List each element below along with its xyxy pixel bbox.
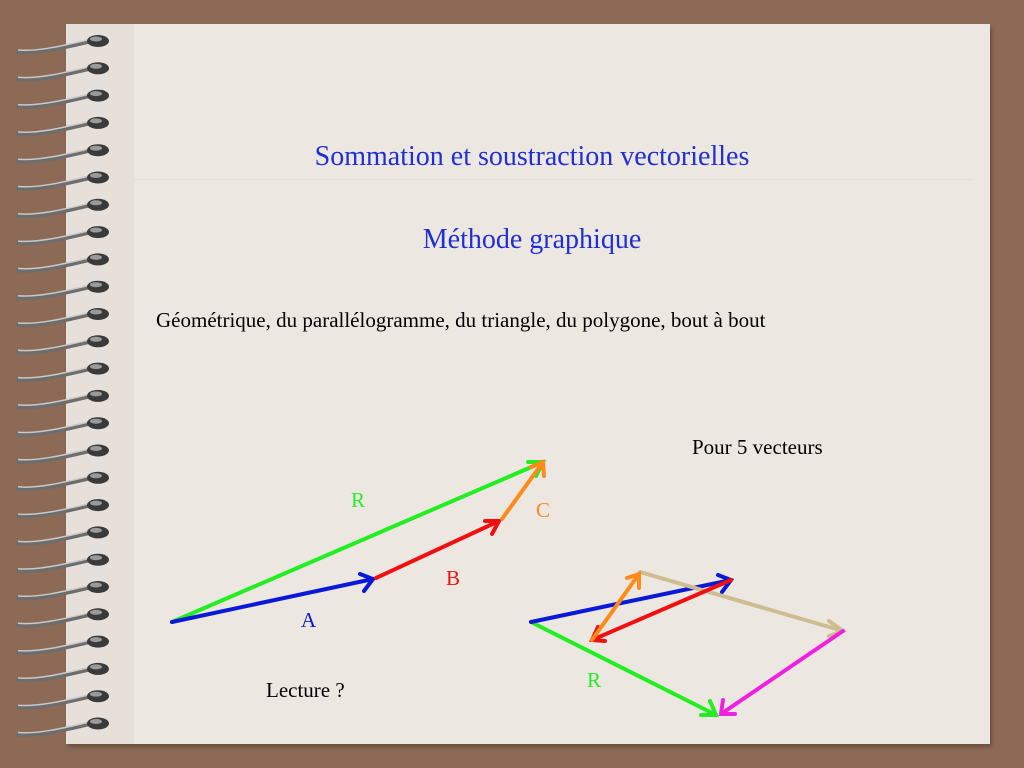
- label-a: A: [301, 608, 317, 632]
- vector-b: [376, 521, 499, 578]
- label-r-right: R: [587, 668, 602, 692]
- slide-title: Sommation et soustraction vectorielles: [314, 141, 750, 172]
- five-vectors-note: Pour 5 vecteurs: [692, 435, 823, 459]
- diagram-right: [531, 572, 843, 715]
- label-b: B: [446, 566, 461, 590]
- vector-r-left: [172, 462, 543, 622]
- vector-a: [172, 574, 373, 622]
- question-text: Lecture ?: [266, 678, 345, 702]
- label-r-left: R: [351, 488, 366, 512]
- vector-magenta-right: [721, 631, 843, 714]
- methods-text: Géométrique, du parallélogramme, du triangle, du polygone, bout à bout: [156, 308, 766, 332]
- label-c: C: [536, 498, 551, 522]
- diagram-left: [172, 462, 544, 622]
- slide-subtitle: Méthode graphique: [422, 224, 642, 255]
- vector-r-right: [531, 622, 716, 715]
